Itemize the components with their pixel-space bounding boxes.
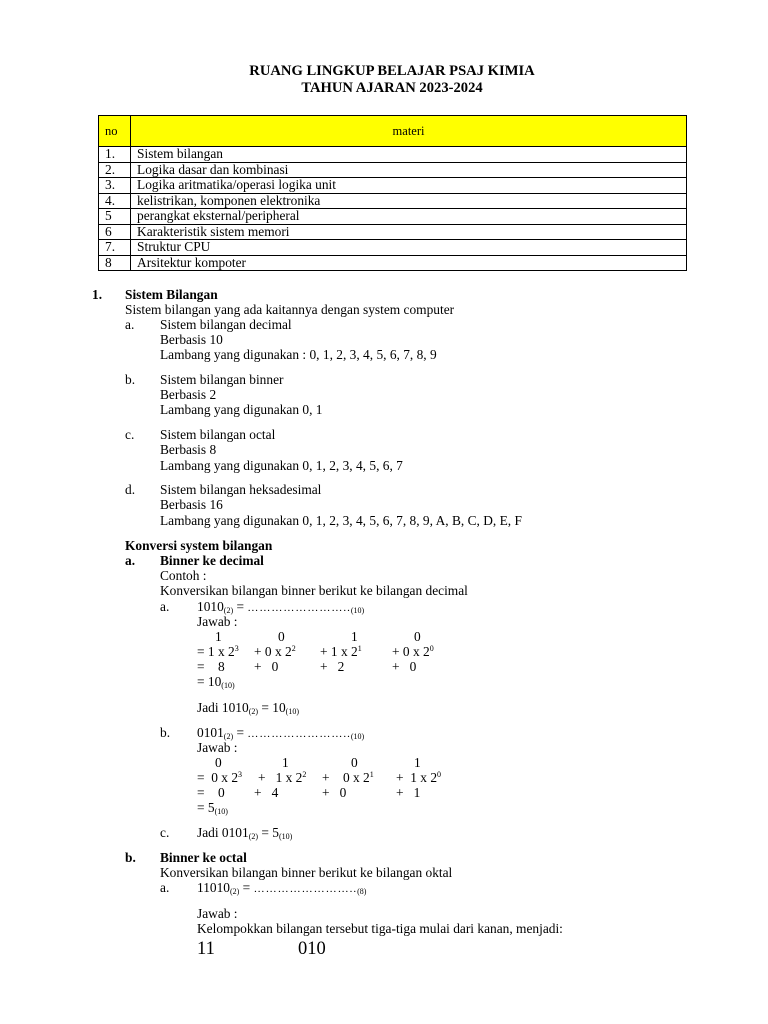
expansion-term: + 1 x $2^0$ xyxy=(396,770,442,785)
section-number: 1. xyxy=(92,287,103,302)
konversi-heading: Konversi system bilangan xyxy=(125,538,273,553)
binary-digit: 0 xyxy=(278,629,285,644)
table-cell-materi: perangkat eksternal/peripheral xyxy=(131,209,687,225)
expansion-term: + 1 x $2^2$ xyxy=(258,770,307,785)
table-cell-materi: Sistem bilangan xyxy=(131,147,687,163)
table-cell-no: 5 xyxy=(99,209,131,225)
jawab-label: Jawab : xyxy=(197,614,238,629)
document-title-line-1: RUANG LINGKUP BELAJAR PSAJ KIMIA xyxy=(249,63,535,79)
binary-digit: 1 xyxy=(351,629,358,644)
value-term: + 0 xyxy=(322,785,347,800)
list-item-name: Sistem bilangan heksadesimal xyxy=(160,482,322,497)
jawab-label: Jawab : xyxy=(197,906,238,921)
table-cell-materi: Logika dasar dan kombinasi xyxy=(131,162,687,178)
materi-table xyxy=(98,115,687,271)
list-item-lambang: Lambang yang digunakan 0, 1, 2, 3, 4, 5, 6, 7, 8, 9, A, B, C, D, E, F xyxy=(160,513,522,528)
list-letter: a. xyxy=(160,880,170,895)
subsection-desc: Konversikan bilangan binner berikut ke bilangan decimal xyxy=(160,583,468,598)
jadi-statement: Jadi $1010_{(2)} = 10_{(10)}$ xyxy=(197,700,299,716)
table-cell-no: 7. xyxy=(99,240,131,256)
list-item-lambang: Lambang yang digunakan 0, 1, 2, 3, 4, 5, 6, 7 xyxy=(160,458,403,473)
table-cell-no: 4. xyxy=(99,193,131,209)
binary-digit: 1 xyxy=(414,755,421,770)
table-cell-materi: Arsitektur kompoter xyxy=(131,255,687,271)
table-cell-no: 1. xyxy=(99,147,131,163)
binary-digit: 1 xyxy=(215,629,222,644)
table-cell-materi: Karakteristik sistem memori xyxy=(131,224,687,240)
table-header-row xyxy=(99,116,687,147)
expansion-term: + 0 x $2^0$ xyxy=(392,644,434,659)
expansion-term: + 0 x $2^1$ xyxy=(322,770,374,785)
binary-digit: 0 xyxy=(215,755,222,770)
table-cell-materi: kelistrikan, komponen elektronika xyxy=(131,193,687,209)
list-letter: a. xyxy=(125,553,136,568)
table-cell-no: 6 xyxy=(99,224,131,240)
table-header-no: no xyxy=(99,116,131,147)
expansion-term: + 1 x $2^1$ xyxy=(320,644,362,659)
list-letter: c. xyxy=(125,427,135,442)
contoh-label: Contoh : xyxy=(160,568,207,583)
document-title-line-2: TAHUN AJARAN 2023-2024 xyxy=(301,80,483,96)
list-item-basis: Berbasis 2 xyxy=(160,387,217,402)
list-letter: c. xyxy=(160,825,170,840)
subsection-heading: Binner ke decimal xyxy=(160,553,264,568)
binary-digit: 0 xyxy=(351,755,358,770)
table-row xyxy=(99,162,687,178)
value-term: = 0 xyxy=(197,785,225,800)
table-row xyxy=(99,240,687,256)
value-term: = 8 xyxy=(197,659,225,674)
table-cell-materi: Logika aritmatika/operasi logika unit xyxy=(131,178,687,194)
value-term: + 0 xyxy=(392,659,417,674)
table-cell-no: 3. xyxy=(99,178,131,194)
value-term: + 2 xyxy=(320,659,345,674)
value-term: + 0 xyxy=(254,659,279,674)
result: = $5_{(10)}$ xyxy=(197,800,228,816)
list-letter: d. xyxy=(125,482,136,497)
table-row xyxy=(99,178,687,194)
value-term: + 1 xyxy=(396,785,421,800)
list-letter: b. xyxy=(125,850,136,865)
list-item-name: Sistem bilangan octal xyxy=(160,427,276,442)
subsection-desc: Konversikan bilangan binner berikut ke bilangan oktal xyxy=(160,865,453,880)
section-intro: Sistem bilangan yang ada kaitannya dengan system computer xyxy=(125,302,455,317)
jadi-statement: Jadi $0101_{(2)} = 5_{(10)}$ xyxy=(197,825,293,841)
result: = $10_{(10)}$ xyxy=(197,674,235,690)
list-letter: a. xyxy=(160,599,170,614)
list-item-name: Sistem bilangan decimal xyxy=(160,317,292,332)
table-row xyxy=(99,255,687,271)
table-cell-materi: Struktur CPU xyxy=(131,240,687,256)
list-item-lambang: Lambang yang digunakan : 0, 1, 2, 3, 4, 5, 6, 7, 8, 9 xyxy=(160,347,437,362)
section-heading: Sistem Bilangan xyxy=(125,287,218,302)
list-item-name: Sistem bilangan binner xyxy=(160,372,284,387)
digit-group: 010 xyxy=(298,939,326,959)
kelompok-instruction: Kelompokkan bilangan tersebut tiga-tiga mulai dari kanan, menjadi: xyxy=(197,921,563,936)
list-letter: b. xyxy=(125,372,136,387)
list-item-lambang: Lambang yang digunakan 0, 1 xyxy=(160,402,323,417)
list-item-basis: Berbasis 16 xyxy=(160,497,223,512)
subsection-heading: Binner ke octal xyxy=(160,850,247,865)
table-row xyxy=(99,209,687,225)
table-row xyxy=(99,224,687,240)
example-question: $1010_{(2)}$ = $\dots\dots\dots\dots\dots\dots\dots\dots.._{(10)}$ xyxy=(197,599,365,615)
table-row xyxy=(99,147,687,163)
expansion-term: = 1 x $2^3$ xyxy=(197,644,239,659)
list-letter: a. xyxy=(125,317,135,332)
list-item-basis: Berbasis 8 xyxy=(160,442,217,457)
expansion-term: = 0 x $2^3$ xyxy=(197,770,243,785)
table-row xyxy=(99,193,687,209)
binary-digit: 1 xyxy=(282,755,289,770)
list-item-basis: Berbasis 10 xyxy=(160,332,223,347)
example-question: $11010_{(2)}$ = $\dots\dots\dots\dots\dots\dots\dots\dots.._{(8)}$ xyxy=(197,880,367,896)
list-letter: b. xyxy=(160,725,171,740)
digit-group: 11 xyxy=(197,939,215,959)
binary-digit: 0 xyxy=(414,629,421,644)
value-term: + 4 xyxy=(254,785,279,800)
expansion-term: + 0 x $2^2$ xyxy=(254,644,296,659)
table-cell-no: 8 xyxy=(99,255,131,271)
example-question: $0101_{(2)}$ = $\dots\dots\dots\dots\dots\dots\dots\dots.._{(10)}$ xyxy=(197,725,365,741)
table-cell-no: 2. xyxy=(99,162,131,178)
table-header-materi: materi xyxy=(131,116,687,147)
jawab-label: Jawab : xyxy=(197,740,238,755)
